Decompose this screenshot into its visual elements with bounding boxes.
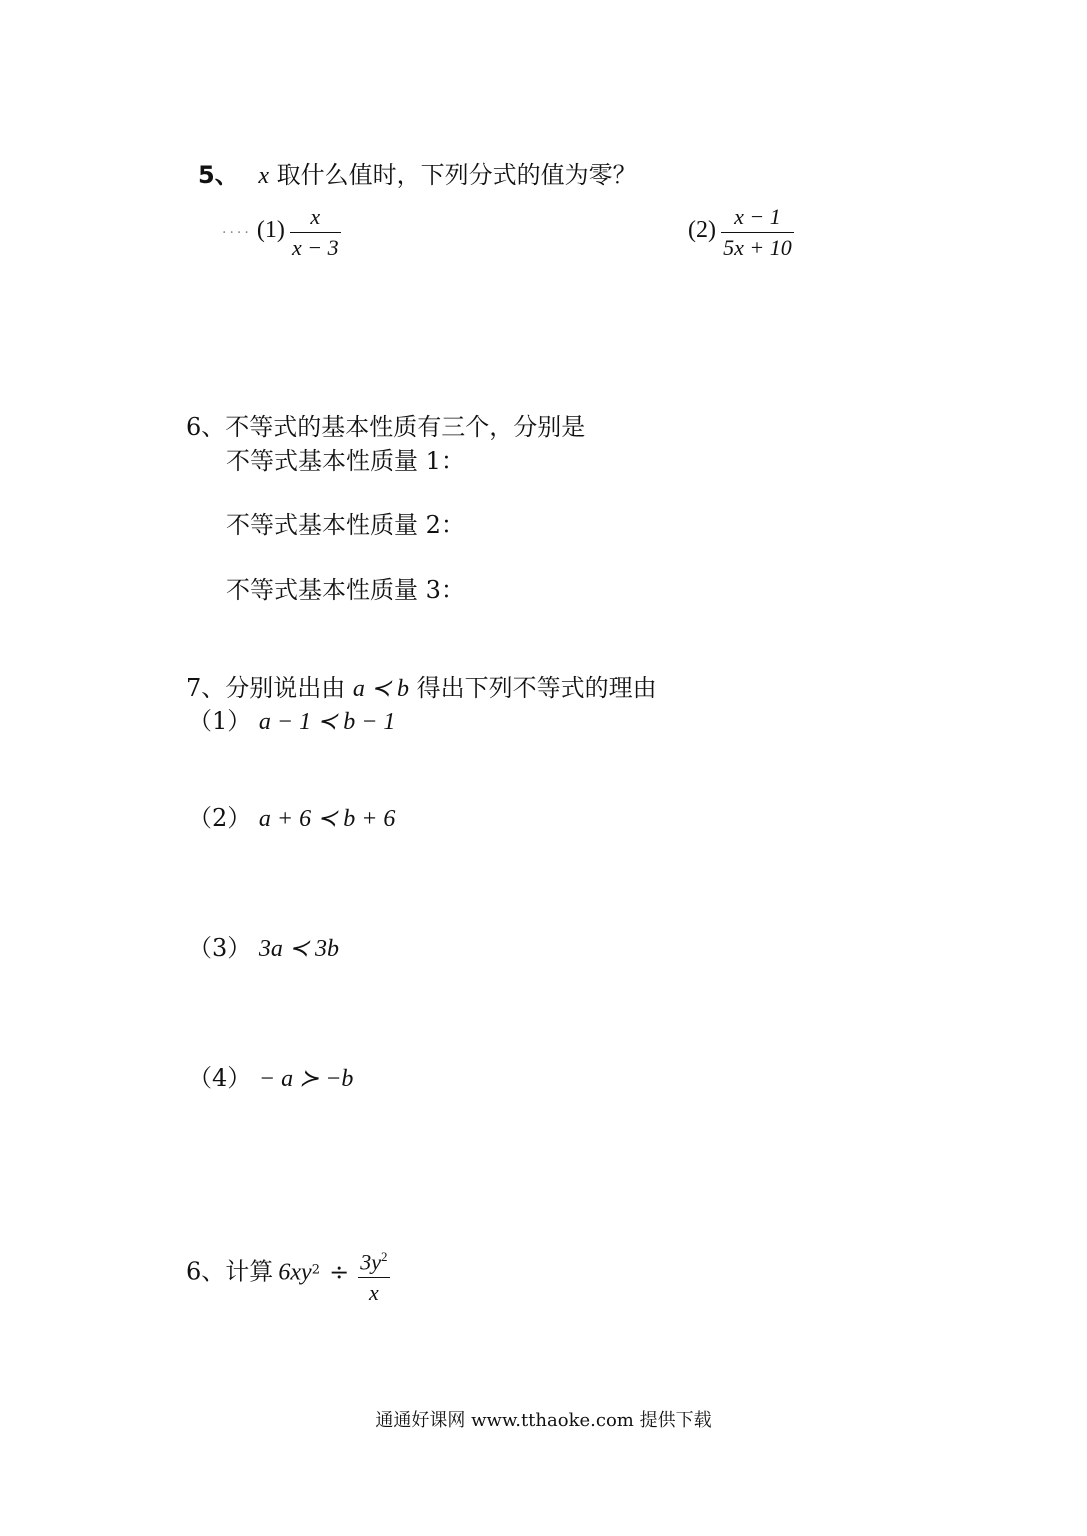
leader-dots: ···· xyxy=(222,225,252,241)
q5-heading xyxy=(198,160,637,191)
q7-title-expression: a ≺ b xyxy=(352,676,410,702)
q7-item-label: （4） xyxy=(188,1064,252,1092)
q6-item-3: 不等式基本性质量 3： xyxy=(226,576,465,604)
q7-item-expression: 3a ≺ 3b xyxy=(258,936,340,962)
q8-divide-sign: ÷ xyxy=(329,1257,350,1286)
q6-item-2: 不等式基本性质量 2： xyxy=(226,511,465,539)
q5-part2-numerator: x − 1 xyxy=(734,204,781,229)
q7-item-3 xyxy=(188,933,339,964)
q5-part2 xyxy=(688,204,794,261)
q7-item-expression: − a ≻ −b xyxy=(258,1066,354,1092)
q5-part1-denominator: x − 3 xyxy=(290,232,341,261)
q5-title: 取什么值时，下列分式的值为零？ xyxy=(276,161,637,189)
q7-title-prefix: 7、分别说出由 xyxy=(186,674,346,702)
q7-item-label: （1） xyxy=(188,707,252,735)
q7-item-4 xyxy=(188,1063,353,1094)
q5-part1-label: (1) xyxy=(256,217,285,243)
q5-part2-denominator: 5x + 10 xyxy=(721,232,794,261)
q6-title: 6、不等式的基本性质有三个，分别是 xyxy=(186,413,586,441)
q8-compute xyxy=(186,1244,390,1306)
page-footer: 通通好课网 www.tthaoke.com 提供下载 xyxy=(375,1410,712,1431)
q5-part1 xyxy=(222,204,341,261)
q8-fraction xyxy=(358,1244,389,1306)
q8-coefficient: 6xy xyxy=(278,1259,312,1286)
q8-fraction-denominator: x xyxy=(358,1277,389,1306)
q7-item-2 xyxy=(188,803,395,834)
q5-number: 5、 xyxy=(198,161,239,189)
q8-prefix: 6、计算 xyxy=(186,1257,274,1286)
q7-item-label: （2） xyxy=(188,804,252,832)
q5-part1-numerator: x xyxy=(310,204,321,229)
q8-exponent: 2 xyxy=(311,1262,320,1278)
q5-part2-fraction xyxy=(721,204,794,261)
q5-part1-fraction xyxy=(290,204,341,261)
q7-item-expression: a − 1 ≺ b − 1 xyxy=(258,709,396,735)
q7-item-1 xyxy=(188,706,395,737)
q7-item-expression: a + 6 ≺ b + 6 xyxy=(258,806,396,832)
q6-item-1: 不等式基本性质量 1： xyxy=(226,447,465,475)
q7-title xyxy=(186,673,657,704)
q5-part2-label: (2) xyxy=(688,217,716,243)
q7-item-label: （3） xyxy=(188,934,252,962)
q7-title-suffix: 得出下列不等式的理由 xyxy=(416,674,657,702)
q5-variable: x xyxy=(258,163,269,189)
q8-fraction-numerator: $3y^2$ xyxy=(360,1249,388,1275)
